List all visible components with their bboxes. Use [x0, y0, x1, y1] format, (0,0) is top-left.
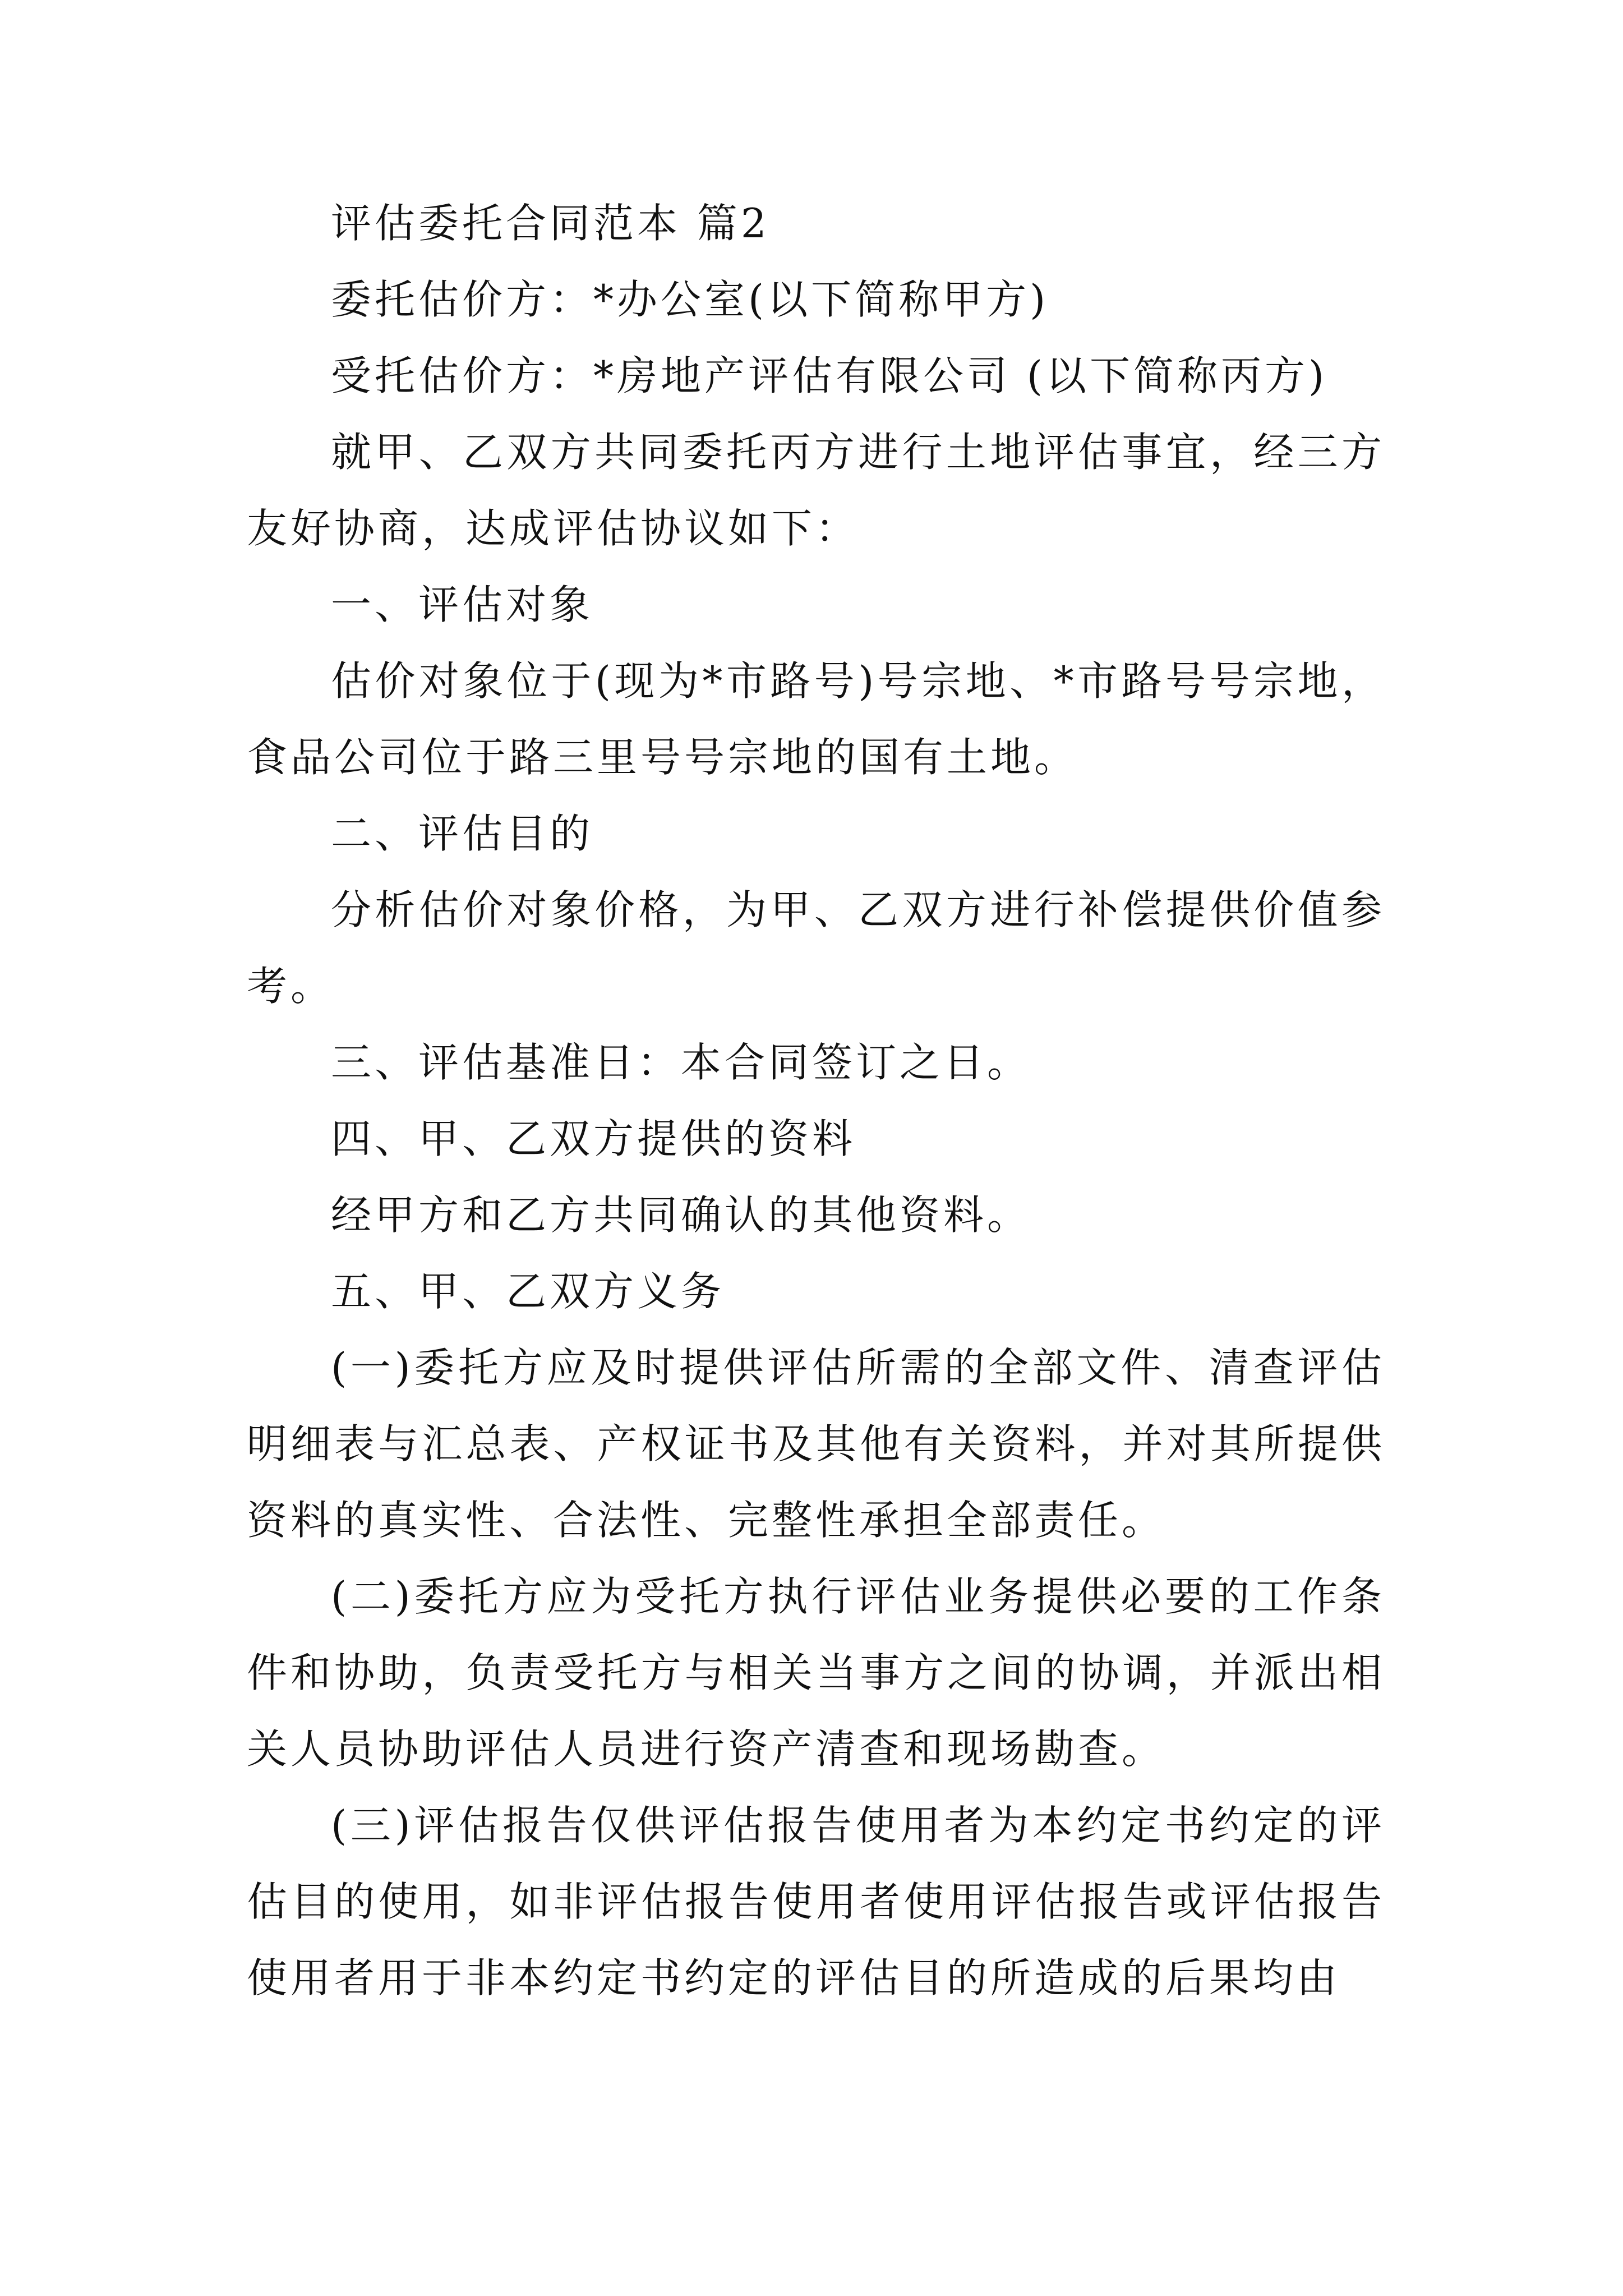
section-body-4: 经甲方和乙方共同确认的其他资料。 [331, 1191, 1031, 1239]
clause-entrusted-party: 受托估价方：*房地产评估有限公司 (以下简称丙方) [331, 352, 1328, 399]
section-body-5-item-2: (二)委托方应为受托方执行评估业务提供必要的工作条件和协助，负责受托方与相关当事方之间的协调，并派出相关人员协助评估人员进行资产清查和现场勘查。 [247, 1573, 1385, 1773]
document-body [247, 185, 1385, 2016]
section-body-1: 估价对象位于(现为*市路号)号宗地、*市路号号宗地，食品公司位于路三里号号宗地的国有土地。 [247, 657, 1385, 781]
section-heading-5: 五、甲、乙双方义务 [331, 1268, 725, 1315]
section-body-2: 分析估价对象价格，为甲、乙双方进行补偿提供价值参考。 [247, 886, 1385, 1010]
section-heading-4: 四、甲、乙双方提供的资料 [331, 1115, 856, 1162]
clause-entrusting-party: 委托估价方：*办公室(以下简称甲方) [331, 276, 1049, 323]
clause-preamble: 就甲、乙双方共同委托丙方进行土地评估事宜，经三方友好协商，达成评估协议如下： [247, 429, 1385, 552]
section-heading-1: 一、评估对象 [331, 581, 594, 628]
section-body-5-item-3: (三)评估报告仅供评估报告使用者为本约定书约定的评估目的使用，如非评估报告使用者使用评估报告或评估报告使用者用于非本约定书约定的评估目的所造成的后果均由 [247, 1802, 1385, 2001]
section-body-5-item-1: (一)委托方应及时提供评估所需的全部文件、清查评估明细表与汇总表、产权证书及其他有关资料，并对其所提供资料的真实性、合法性、完整性承担全部责任。 [247, 1344, 1385, 1544]
section-heading-2: 二、评估目的 [331, 810, 594, 857]
section-heading-3: 三、评估基准日：本合同签订之日。 [331, 1039, 1031, 1086]
document-title: 评估委托合同范本 篇2 [331, 200, 770, 247]
